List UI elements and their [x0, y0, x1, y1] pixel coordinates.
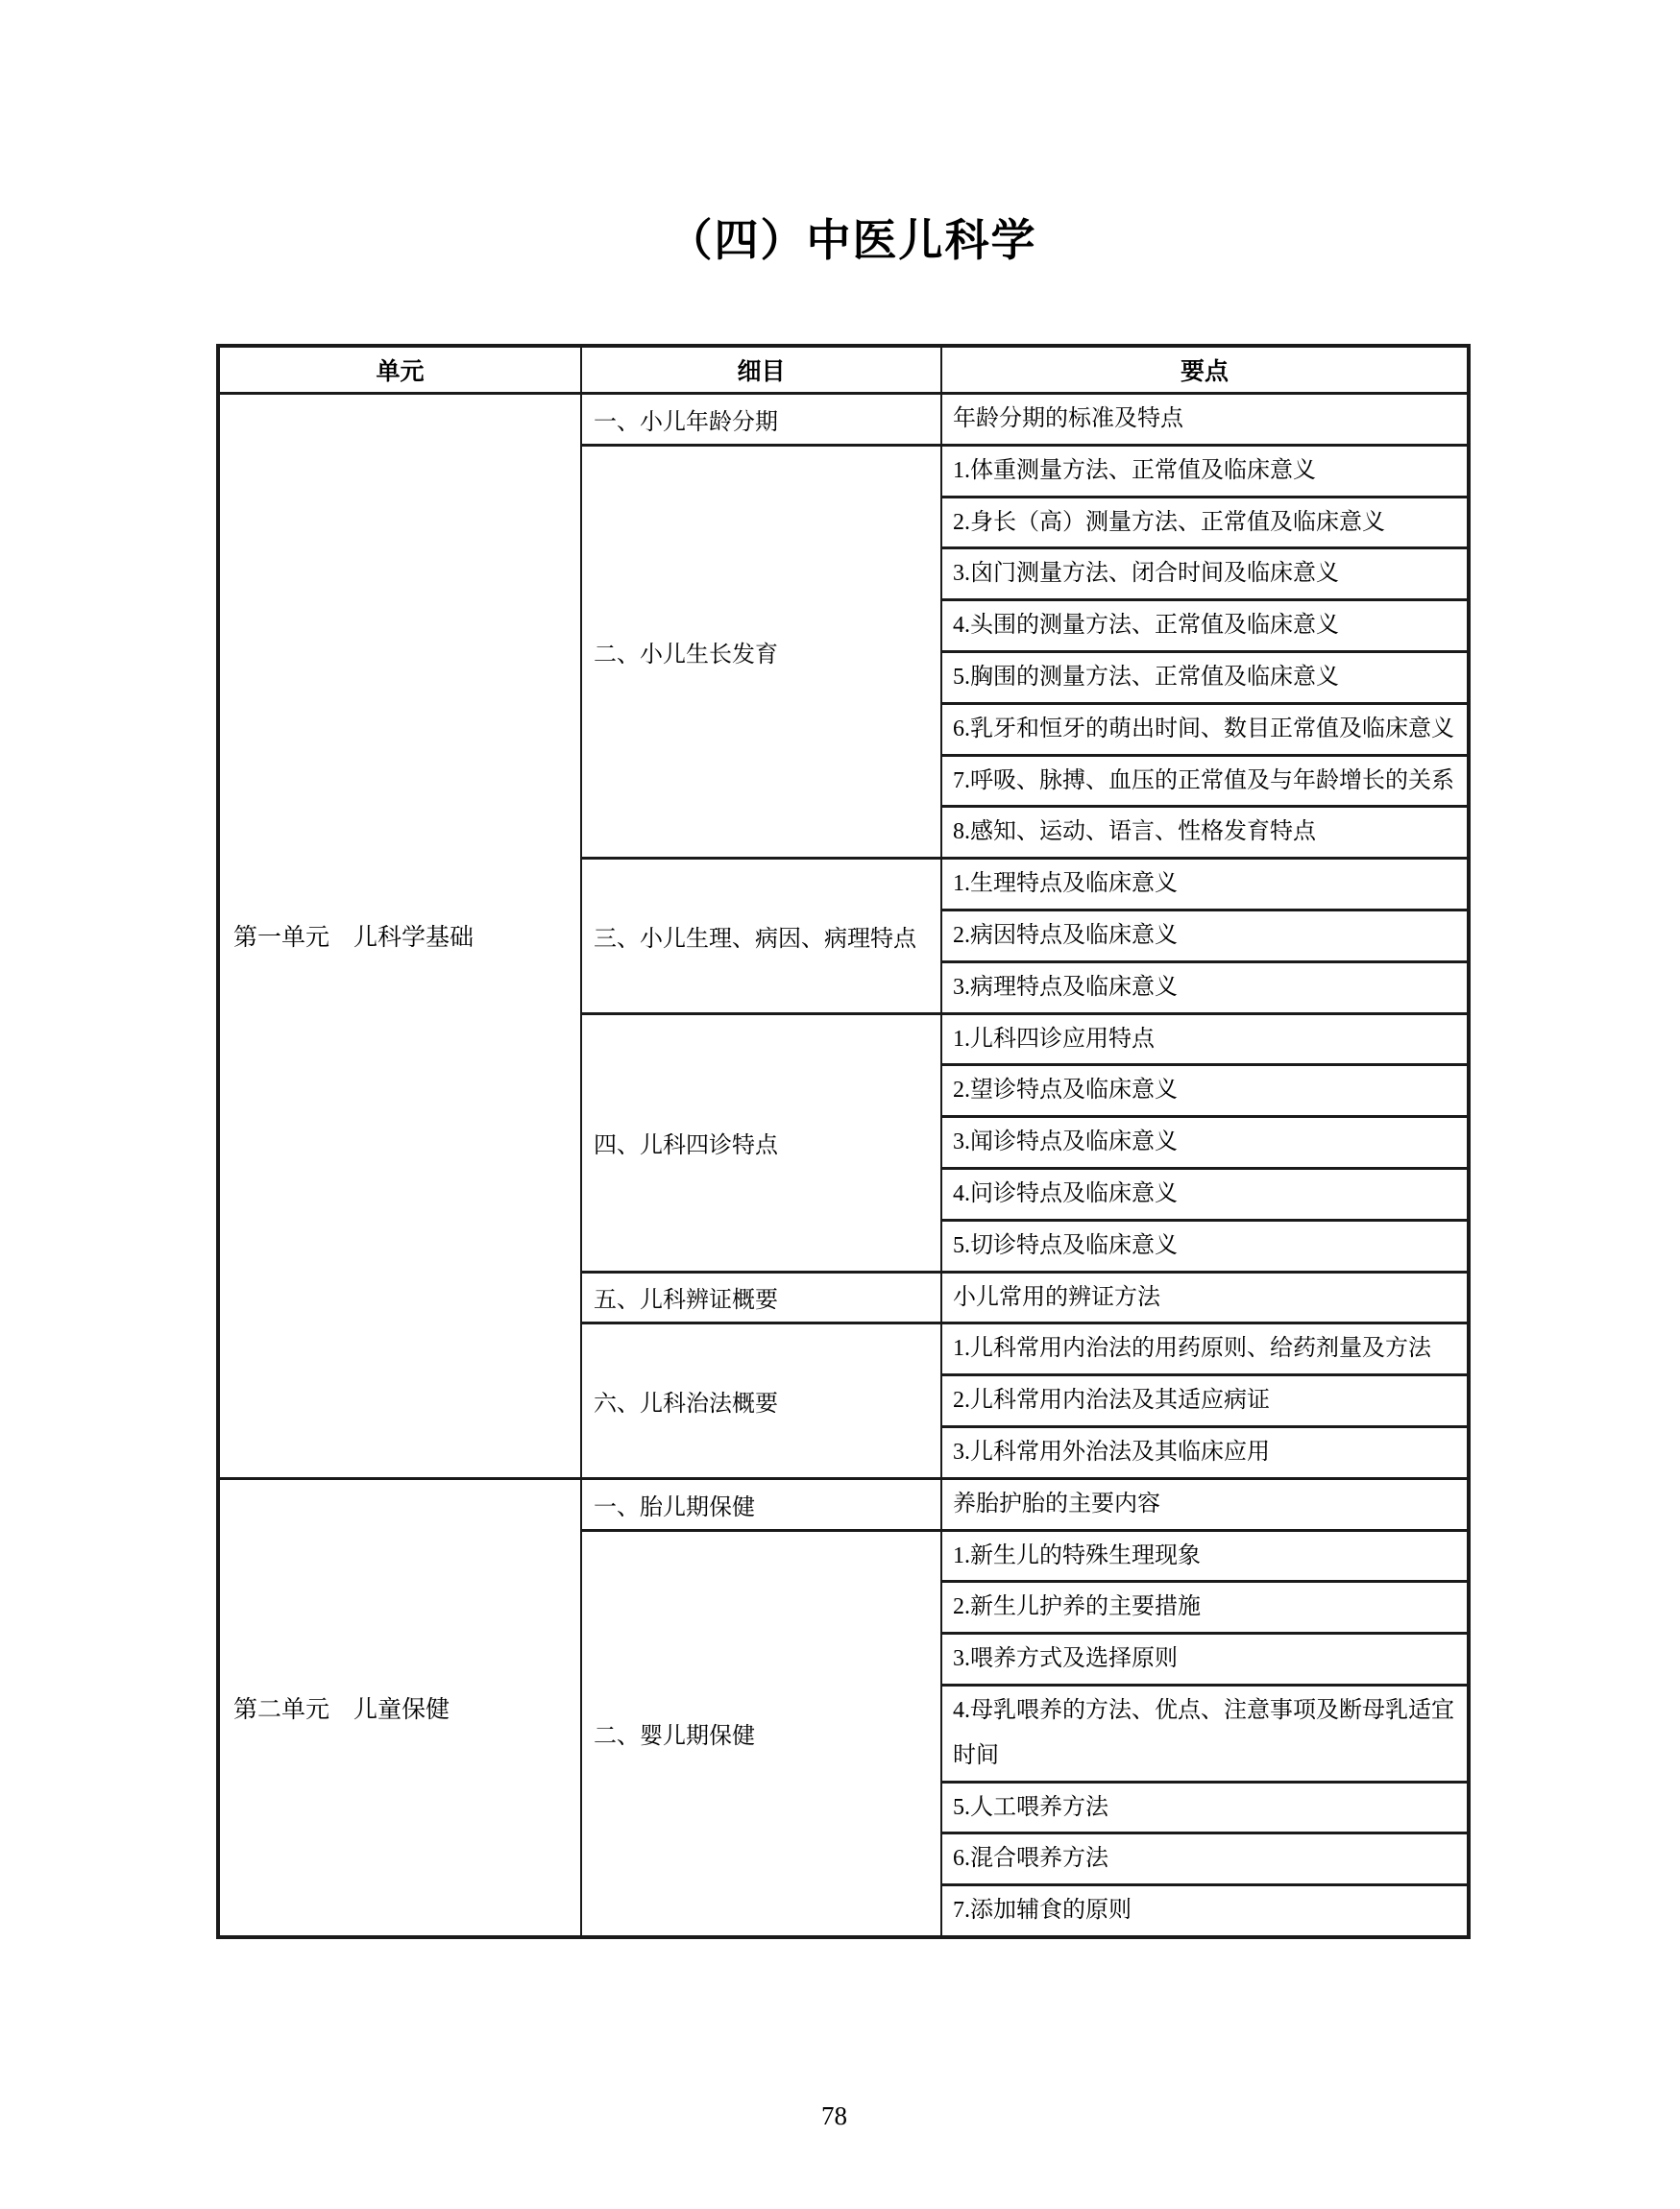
point-cell: 3.儿科常用外治法及其临床应用	[941, 1426, 1469, 1478]
point-cell: 3.闻诊特点及临床意义	[941, 1117, 1469, 1169]
unit-cell: 第二单元 儿童保健	[218, 1478, 581, 1937]
point-cell: 7.呼吸、脉搏、血压的正常值及与年龄增长的关系	[941, 755, 1469, 807]
unit-cell: 第一单元 儿科学基础	[218, 394, 581, 1479]
subitem-cell: 二、小儿生长发育	[581, 445, 941, 858]
subitem-cell: 一、胎儿期保健	[581, 1478, 941, 1530]
header-row	[218, 346, 1469, 394]
point-cell: 2.病因特点及临床意义	[941, 910, 1469, 961]
point-cell: 4.问诊特点及临床意义	[941, 1168, 1469, 1220]
point-cell: 小儿常用的辨证方法	[941, 1272, 1469, 1323]
point-cell: 7.添加辅食的原则	[941, 1885, 1469, 1937]
point-cell: 年龄分期的标准及特点	[941, 394, 1469, 446]
subitem-cell: 三、小儿生理、病因、病理特点	[581, 859, 941, 1013]
column-header-detail: 细目	[581, 346, 941, 394]
point-cell: 2.身长（高）测量方法、正常值及临床意义	[941, 497, 1469, 548]
point-cell: 1.儿科常用内治法的用药原则、给药剂量及方法	[941, 1323, 1469, 1375]
point-cell: 3.病理特点及临床意义	[941, 961, 1469, 1013]
point-cell: 5.胸围的测量方法、正常值及临床意义	[941, 651, 1469, 703]
point-cell: 4.头围的测量方法、正常值及临床意义	[941, 600, 1469, 652]
column-header-points: 要点	[941, 346, 1469, 394]
page-title: （四）中医儿科学	[668, 216, 1037, 265]
subitem-cell: 四、儿科四诊特点	[581, 1013, 941, 1272]
point-cell: 2.新生儿护养的主要措施	[941, 1582, 1469, 1634]
point-cell: 养胎护胎的主要内容	[941, 1478, 1469, 1530]
point-cell: 3.喂养方式及选择原则	[941, 1634, 1469, 1686]
syllabus-table	[216, 344, 1471, 1939]
point-cell: 4.母乳喂养的方法、优点、注意事项及断母乳适宜时间	[941, 1685, 1469, 1782]
point-cell: 3.囟门测量方法、闭合时间及临床意义	[941, 548, 1469, 600]
point-cell: 1.生理特点及临床意义	[941, 859, 1469, 910]
subitem-cell: 二、婴儿期保健	[581, 1530, 941, 1937]
point-cell: 6.混合喂养方法	[941, 1833, 1469, 1885]
column-header-unit: 单元	[218, 346, 581, 394]
point-cell: 5.人工喂养方法	[941, 1782, 1469, 1833]
page-number: 78	[821, 2101, 847, 2130]
point-cell: 2.儿科常用内治法及其适应病证	[941, 1375, 1469, 1427]
point-cell: 5.切诊特点及临床意义	[941, 1220, 1469, 1272]
subitem-cell: 六、儿科治法概要	[581, 1323, 941, 1478]
table-row	[218, 1478, 1469, 1530]
table-row	[218, 394, 1469, 446]
point-cell: 8.感知、运动、语言、性格发育特点	[941, 807, 1469, 859]
point-cell: 1.新生儿的特殊生理现象	[941, 1530, 1469, 1582]
point-cell: 2.望诊特点及临床意义	[941, 1065, 1469, 1117]
subitem-cell: 五、儿科辨证概要	[581, 1272, 941, 1323]
point-cell: 6.乳牙和恒牙的萌出时间、数目正常值及临床意义	[941, 703, 1469, 755]
subitem-cell: 一、小儿年龄分期	[581, 394, 941, 446]
point-cell: 1.体重测量方法、正常值及临床意义	[941, 445, 1469, 497]
point-cell: 1.儿科四诊应用特点	[941, 1013, 1469, 1065]
